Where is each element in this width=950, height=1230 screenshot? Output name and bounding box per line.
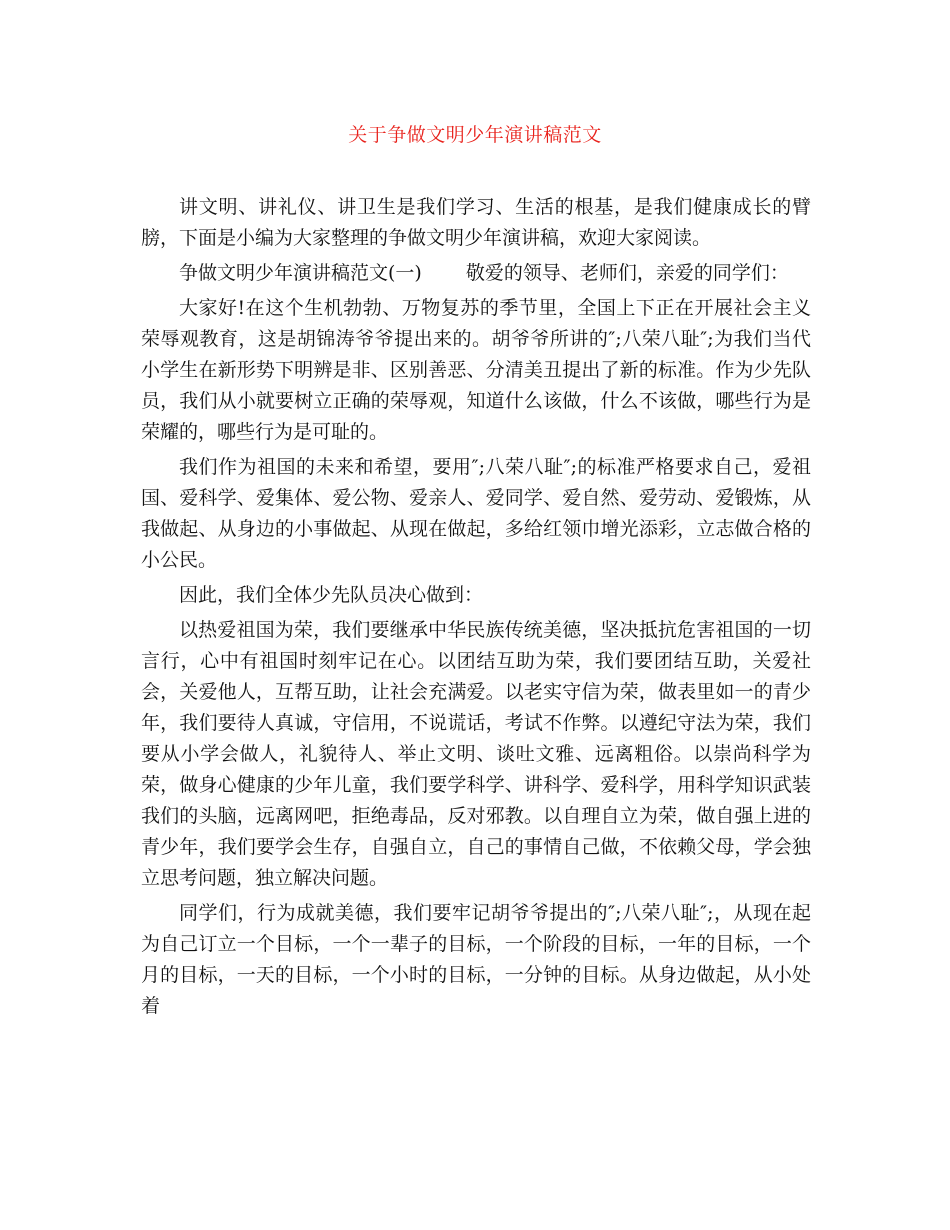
- document-body: [141, 192, 811, 1026]
- speech-greeting: 敬爱的领导、老师们，亲爱的同学们：: [465, 262, 789, 284]
- paragraph-future-hope: 我们作为祖国的未来和希望，要用″;八荣八耻″;的标准严格要求自己，爱祖国、爱科学、爱集体、爱公物、爱亲人、爱同学、爱自然、爱劳动、爱锻炼，从我做起、从身边的小事做起、从现在做起，多给红领巾增光添彩，立志做合格的小公民。: [141, 456, 811, 571]
- document-title: 关于争做文明少年演讲稿范文: [348, 124, 602, 146]
- paragraph-heading-line: [141, 258, 811, 289]
- paragraph-classmates: 同学们，行为成就美德，我们要牢记胡爷爷提出的″;八荣八耻″;，从现在起为自己订立一个目标，一个一辈子的目标，一个阶段的目标，一年的目标，一个月的目标，一天的目标，一个小时的目标，一分钟的目标。从身边做起，从小处着: [141, 902, 811, 1017]
- paragraph-intro: 讲文明、讲礼仪、讲卫生是我们学习、生活的根基，是我们健康成长的臂膀，下面是小编为大家整理的争做文明少年演讲稿，欢迎大家阅读。: [141, 196, 811, 249]
- paragraph-honors: 以热爱祖国为荣，我们要继承中华民族传统美德，坚决抵抗危害祖国的一切言行，心中有祖国时刻牢记在心。以团结互助为荣，我们要团结互助，关爱社会，关爱他人，互帮互助，让社会充满爱。以老实守信为荣，做表里如一的青少年，我们要待人真诚，守信用，不说谎话，考试不作弊。以遵纪守法为荣，我们要从小学会做人，礼貌待人、举止文明、谈吐文雅、远离粗俗。以崇尚科学为荣，做身心健康的少年儿童，我们要学科学、讲科学、爱科学，用科学知识武装我们的头脑，远离网吧，拒绝毒品，反对邪教。以自理自立为荣，做自强上进的青少年，我们要学会生存，自强自立，自己的事情自己做，不依赖父母，学会独立思考问题，独立解决问题。: [141, 619, 811, 889]
- speech-label: 争做文明少年演讲稿范文(一): [179, 262, 422, 284]
- paragraph-greeting-body: 大家好!在这个生机勃勃、万物复苏的季节里，全国上下正在开展社会主义荣辱观教育，这是胡锦涛爷爷提出来的。胡爷爷所讲的″;八荣八耻″;为我们当代小学生在新形势下明辨是非、区别善恶、分清美丑提出了新的标准。作为少先队员，我们从小就要树立正确的荣辱观，知道什么该做，什么不该做，哪些行为是荣耀的，哪些行为是可耻的。: [141, 297, 811, 443]
- paragraph-resolution: 因此，我们全体少先队员决心做到：: [179, 584, 484, 606]
